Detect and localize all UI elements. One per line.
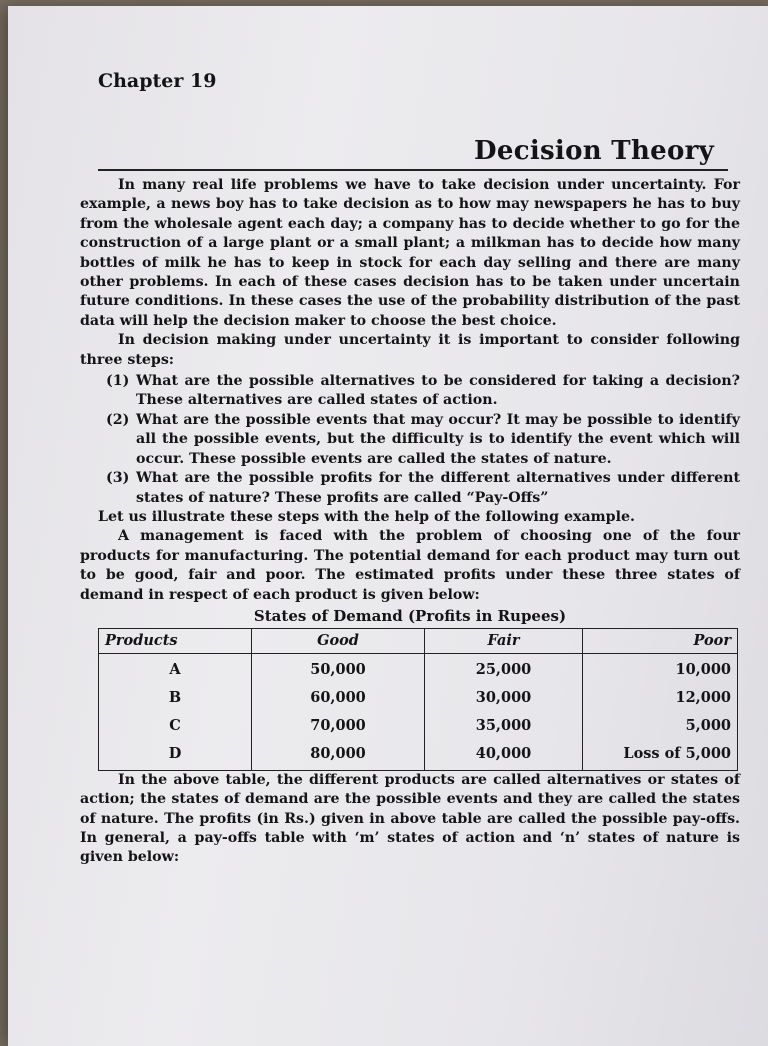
- illustrate-paragraph: Let us illustrate these steps with the help of the following example.: [98, 508, 635, 525]
- poor-cell: 10,000: [675, 660, 731, 678]
- poor-cell: 12,000: [675, 688, 731, 706]
- product-cell: A: [169, 660, 181, 678]
- list-item: [80, 372, 740, 411]
- step-text: What are the possible alternatives to be considered for taking a decision? These alternatives are called states of action.: [136, 373, 740, 409]
- intro-paragraph: In many real life problems we have to take decision under uncertainty. For example, a news boy has to take decision as to how may newspapers he has to buy from the wholesale agent each day; a company has to decide whether to go for the construction of a large plant or a small plant; a milkman has to decide how many bottles of milk he has to keep in stock for each day selling and there are many other problems. In each of these cases decision has to be taken under uncertain future conditions. In these cases the use of the probability distribution of the past data will help the decision maker to choose the best choice.: [80, 177, 740, 329]
- header-good: Good: [252, 629, 425, 653]
- good-cell: 70,000: [310, 716, 366, 734]
- poor-cell: Loss of 5,000: [623, 744, 731, 762]
- list-item: [80, 411, 740, 469]
- body-text: [80, 176, 740, 868]
- after-table-text: [80, 771, 740, 868]
- step-number: (1): [106, 373, 130, 390]
- steps-intro-paragraph: In decision making under uncertainty it is important to consider following three steps:: [80, 332, 740, 368]
- fair-cell: 35,000: [475, 716, 532, 734]
- fair-cell: 25,000: [475, 660, 532, 678]
- list-item: [80, 469, 740, 508]
- fair-cell: 30,000: [475, 688, 532, 706]
- header-poor: Poor: [583, 629, 738, 653]
- step-number: (2): [106, 411, 130, 428]
- products-column: [99, 653, 252, 770]
- good-cell: 80,000: [310, 744, 366, 762]
- steps-list: [80, 372, 740, 508]
- table-row: [99, 653, 738, 770]
- example-paragraph: A management is faced with the problem of choosing one of the four products for manufacturing. The potential demand for each product may turn out to be good, fair and poor. The estimated profits under these three states of demand in respect of each product is given below:: [80, 528, 740, 603]
- chapter-label: Chapter 19: [98, 70, 217, 92]
- fair-cell: 40,000: [475, 744, 532, 762]
- title-rule: [98, 169, 728, 171]
- book-page: [8, 6, 768, 1046]
- after-paragraph: In the above table, the different products are called alternatives or states of action; the states of demand are the possible events and they are called the states of nature. The profits (in Rs.) given in above table are called the possible pay-offs. In general, a pay-offs table with ‘m’ states of action and ‘n’ states of nature is given below:: [80, 771, 740, 866]
- table-header-row: [99, 629, 738, 653]
- good-cell: 50,000: [310, 660, 366, 678]
- step-text: What are the possible profits for the different alternatives under different states of nature? These profits are called “Pay-Offs”: [136, 470, 740, 506]
- poor-column: [583, 653, 738, 770]
- header-products: Products: [99, 629, 252, 653]
- step-number: (3): [106, 470, 130, 487]
- fair-column: [425, 653, 583, 770]
- poor-cell: 5,000: [685, 716, 731, 734]
- good-cell: 60,000: [310, 688, 366, 706]
- step-text: What are the possible events that may occur? It may be possible to identify all the possible events, but the difficulty is to identify the event which will occur. These possible events are called the states of nature.: [136, 411, 740, 467]
- payoff-table: [98, 628, 738, 770]
- product-cell: D: [168, 744, 182, 762]
- table-caption: States of Demand (Profits in Rupees): [253, 606, 567, 625]
- good-column: [252, 653, 425, 770]
- header-fair: Fair: [425, 629, 583, 653]
- page-title: Decision Theory: [474, 136, 715, 166]
- product-cell: B: [168, 688, 182, 706]
- product-cell: C: [169, 716, 181, 734]
